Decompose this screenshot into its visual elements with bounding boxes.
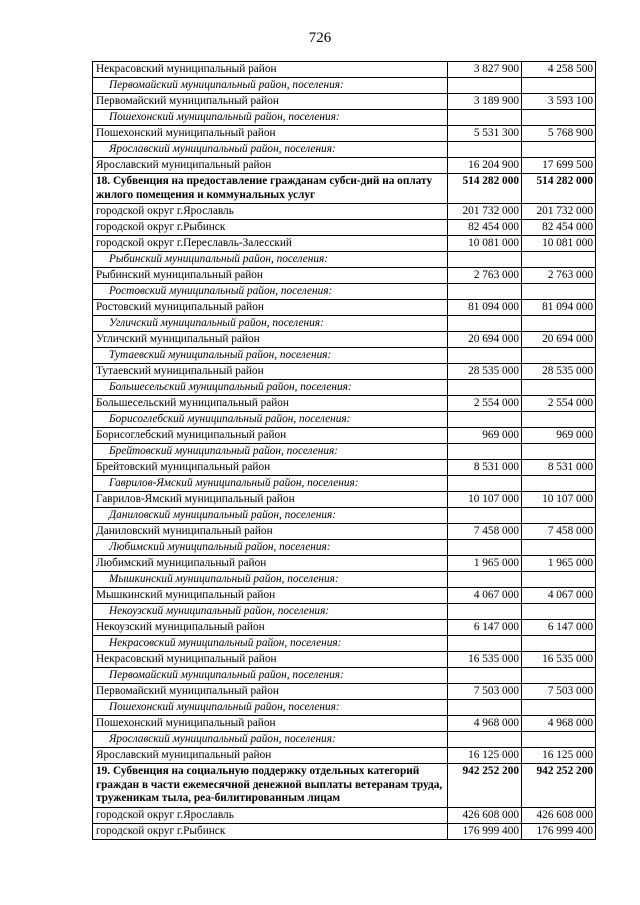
value-cell-2	[522, 732, 596, 748]
value-cell-1: 16 125 000	[448, 748, 522, 764]
table-row	[93, 396, 596, 412]
value-cell-2	[522, 508, 596, 524]
subheading-label: Рыбинский муниципальный район, поселения:	[93, 252, 448, 268]
value-cell-1: 10 107 000	[448, 492, 522, 508]
row-label: городской округ г.Ярославль	[93, 807, 448, 823]
row-label: городской округ г.Рыбинск	[93, 220, 448, 236]
subheading-label: Борисоглебский муниципальный район, поселения:	[93, 412, 448, 428]
value-cell-1	[448, 316, 522, 332]
row-label: Некрасовский муниципальный район	[93, 62, 448, 78]
table-subheading-row	[93, 444, 596, 460]
subheading-label: Пошехонский муниципальный район, поселения:	[93, 110, 448, 126]
row-label: Борисоглебский муниципальный район	[93, 428, 448, 444]
value-cell-2	[522, 540, 596, 556]
row-label: Рыбинский муниципальный район	[93, 268, 448, 284]
value-cell-1: 16 535 000	[448, 652, 522, 668]
value-cell-2	[522, 444, 596, 460]
value-cell-2: 10 081 000	[522, 236, 596, 252]
value-cell-1	[448, 700, 522, 716]
subheading-label: Ярославский муниципальный район, поселения:	[93, 732, 448, 748]
value-cell-2: 5 768 900	[522, 126, 596, 142]
value-cell-1	[448, 636, 522, 652]
value-cell-1	[448, 252, 522, 268]
row-label: городской округ г.Ярославль	[93, 204, 448, 220]
value-cell-2: 10 107 000	[522, 492, 596, 508]
subheading-label: Пошехонский муниципальный район, поселения:	[93, 700, 448, 716]
value-cell-2: 176 999 400	[522, 823, 596, 839]
value-cell-2: 426 608 000	[522, 807, 596, 823]
value-cell-1: 4 968 000	[448, 716, 522, 732]
table-subheading-row	[93, 412, 596, 428]
subheading-label: Некоузский муниципальный район, поселения:	[93, 604, 448, 620]
table-row	[93, 364, 596, 380]
table-row	[93, 652, 596, 668]
subheading-label: Некрасовский муниципальный район, поселения:	[93, 636, 448, 652]
table-subheading-row	[93, 110, 596, 126]
value-cell-2: 8 531 000	[522, 460, 596, 476]
table-subheading-row	[93, 732, 596, 748]
table-row	[93, 428, 596, 444]
value-cell-1: 2 763 000	[448, 268, 522, 284]
value-cell-2: 20 694 000	[522, 332, 596, 348]
table-section-row	[93, 174, 596, 204]
table-subheading-row	[93, 284, 596, 300]
value-cell-2: 28 535 000	[522, 364, 596, 380]
table-row	[93, 126, 596, 142]
value-cell-2: 81 094 000	[522, 300, 596, 316]
table-subheading-row	[93, 636, 596, 652]
row-label: Угличский муниципальный район	[93, 332, 448, 348]
table-row	[93, 684, 596, 700]
value-cell-2: 16 125 000	[522, 748, 596, 764]
section-title: 19. Субвенция на социальную поддержку отдельных категорий граждан в части ежемесячной денежной выплаты ветеранам труда, труженикам тыла, реа-билитированным лицам	[93, 764, 448, 808]
value-cell-1	[448, 78, 522, 94]
value-cell-1: 969 000	[448, 428, 522, 444]
table-row	[93, 748, 596, 764]
value-cell-2: 16 535 000	[522, 652, 596, 668]
value-cell-1: 2 554 000	[448, 396, 522, 412]
value-cell-1	[448, 142, 522, 158]
page-number: 726	[308, 30, 332, 46]
row-label: Любимский муниципальный район	[93, 556, 448, 572]
table-row	[93, 492, 596, 508]
value-cell-1: 4 067 000	[448, 588, 522, 604]
row-label: Ростовский муниципальный район	[93, 300, 448, 316]
table-subheading-row	[93, 668, 596, 684]
value-cell-2	[522, 316, 596, 332]
value-cell-1: 426 608 000	[448, 807, 522, 823]
value-cell-2: 7 503 000	[522, 684, 596, 700]
table-section-row	[93, 764, 596, 808]
value-cell-2	[522, 78, 596, 94]
value-cell-1: 5 531 300	[448, 126, 522, 142]
value-cell-2: 1 965 000	[522, 556, 596, 572]
table-row	[93, 716, 596, 732]
table-row	[93, 94, 596, 110]
subheading-label: Первомайский муниципальный район, поселения:	[93, 668, 448, 684]
table-row	[93, 460, 596, 476]
table-subheading-row	[93, 476, 596, 492]
value-cell-1: 6 147 000	[448, 620, 522, 636]
value-cell-1	[448, 604, 522, 620]
table-row	[93, 62, 596, 78]
table-subheading-row	[93, 78, 596, 94]
value-cell-2	[522, 572, 596, 588]
table-subheading-row	[93, 604, 596, 620]
table-subheading-row	[93, 508, 596, 524]
value-cell-2	[522, 110, 596, 126]
value-cell-1: 7 458 000	[448, 524, 522, 540]
value-cell-2: 4 258 500	[522, 62, 596, 78]
table-row	[93, 300, 596, 316]
table-row	[93, 556, 596, 572]
row-label: Большесельский муниципальный район	[93, 396, 448, 412]
table-row	[93, 204, 596, 220]
table-subheading-row	[93, 316, 596, 332]
subheading-label: Большесельский муниципальный район, поселения:	[93, 380, 448, 396]
row-label: Мышкинский муниципальный район	[93, 588, 448, 604]
value-cell-2: 2 554 000	[522, 396, 596, 412]
table-row	[93, 236, 596, 252]
table-row	[93, 588, 596, 604]
value-cell-1: 82 454 000	[448, 220, 522, 236]
row-label: Пошехонский муниципальный район	[93, 126, 448, 142]
table-row	[93, 158, 596, 174]
table-subheading-row	[93, 572, 596, 588]
row-label: Гаврилов-Ямский муниципальный район	[93, 492, 448, 508]
value-cell-1	[448, 284, 522, 300]
value-cell-1	[448, 572, 522, 588]
table-row	[93, 220, 596, 236]
value-cell-1: 3 827 900	[448, 62, 522, 78]
value-cell-1: 1 965 000	[448, 556, 522, 572]
table-subheading-row	[93, 252, 596, 268]
budget-table-body	[93, 62, 596, 840]
value-cell-1	[448, 668, 522, 684]
value-cell-2	[522, 668, 596, 684]
subheading-label: Брейтовский муниципальный район, поселения:	[93, 444, 448, 460]
value-cell-2: 2 763 000	[522, 268, 596, 284]
value-cell-1	[448, 476, 522, 492]
value-cell-1: 3 189 900	[448, 94, 522, 110]
value-cell-2: 514 282 000	[522, 174, 596, 204]
row-label: городской округ г.Рыбинск	[93, 823, 448, 839]
value-cell-1	[448, 380, 522, 396]
value-cell-1	[448, 444, 522, 460]
row-label: Некоузский муниципальный район	[93, 620, 448, 636]
value-cell-1	[448, 348, 522, 364]
row-label: Первомайский муниципальный район	[93, 94, 448, 110]
value-cell-1	[448, 540, 522, 556]
table-subheading-row	[93, 142, 596, 158]
subheading-label: Ростовский муниципальный район, поселения:	[93, 284, 448, 300]
value-cell-2: 4 968 000	[522, 716, 596, 732]
section-title: 18. Субвенция на предоставление гражданам субси-дий на оплату жилого помещения и коммунальных услуг	[93, 174, 448, 204]
subheading-label: Любимский муниципальный район, поселения:	[93, 540, 448, 556]
value-cell-2: 17 699 500	[522, 158, 596, 174]
table-row	[93, 823, 596, 839]
value-cell-2: 4 067 000	[522, 588, 596, 604]
value-cell-2	[522, 348, 596, 364]
value-cell-2	[522, 252, 596, 268]
value-cell-1: 20 694 000	[448, 332, 522, 348]
value-cell-1: 942 252 200	[448, 764, 522, 808]
value-cell-2: 82 454 000	[522, 220, 596, 236]
subheading-label: Мышкинский муниципальный район, поселения:	[93, 572, 448, 588]
table-subheading-row	[93, 540, 596, 556]
value-cell-2: 201 732 000	[522, 204, 596, 220]
value-cell-2	[522, 412, 596, 428]
value-cell-1: 81 094 000	[448, 300, 522, 316]
subheading-label: Тутаевский муниципальный район, поселения:	[93, 348, 448, 364]
value-cell-1: 28 535 000	[448, 364, 522, 380]
value-cell-2	[522, 380, 596, 396]
subheading-label: Угличский муниципальный район, поселения:	[93, 316, 448, 332]
subheading-label: Первомайский муниципальный район, поселения:	[93, 78, 448, 94]
value-cell-2: 942 252 200	[522, 764, 596, 808]
row-label: Брейтовский муниципальный район	[93, 460, 448, 476]
value-cell-2: 969 000	[522, 428, 596, 444]
table-row	[93, 807, 596, 823]
row-label: Тутаевский муниципальный район	[93, 364, 448, 380]
row-label: Ярославский муниципальный район	[93, 748, 448, 764]
value-cell-2: 6 147 000	[522, 620, 596, 636]
table-subheading-row	[93, 700, 596, 716]
subheading-label: Гаврилов-Ямский муниципальный район, поселения:	[93, 476, 448, 492]
value-cell-2	[522, 700, 596, 716]
value-cell-1	[448, 412, 522, 428]
value-cell-2: 7 458 000	[522, 524, 596, 540]
row-label: Первомайский муниципальный район	[93, 684, 448, 700]
table-row	[93, 620, 596, 636]
row-label: городской округ г.Переславль-Залесский	[93, 236, 448, 252]
value-cell-1: 16 204 900	[448, 158, 522, 174]
value-cell-1: 514 282 000	[448, 174, 522, 204]
value-cell-1	[448, 110, 522, 126]
table-subheading-row	[93, 348, 596, 364]
table-row	[93, 268, 596, 284]
value-cell-2	[522, 604, 596, 620]
value-cell-1: 8 531 000	[448, 460, 522, 476]
value-cell-2: 3 593 100	[522, 94, 596, 110]
value-cell-1: 176 999 400	[448, 823, 522, 839]
table-row	[93, 524, 596, 540]
value-cell-2	[522, 476, 596, 492]
value-cell-1: 7 503 000	[448, 684, 522, 700]
table-row	[93, 332, 596, 348]
value-cell-2	[522, 142, 596, 158]
row-label: Некрасовский муниципальный район	[93, 652, 448, 668]
value-cell-2	[522, 636, 596, 652]
table-subheading-row	[93, 380, 596, 396]
budget-table	[92, 61, 596, 840]
row-label: Ярославский муниципальный район	[93, 158, 448, 174]
row-label: Пошехонский муниципальный район	[93, 716, 448, 732]
subheading-label: Ярославский муниципальный район, поселения:	[93, 142, 448, 158]
subheading-label: Даниловский муниципальный район, поселения:	[93, 508, 448, 524]
row-label: Даниловский муниципальный район	[93, 524, 448, 540]
value-cell-1	[448, 508, 522, 524]
value-cell-1: 201 732 000	[448, 204, 522, 220]
value-cell-1: 10 081 000	[448, 236, 522, 252]
value-cell-2	[522, 284, 596, 300]
value-cell-1	[448, 732, 522, 748]
